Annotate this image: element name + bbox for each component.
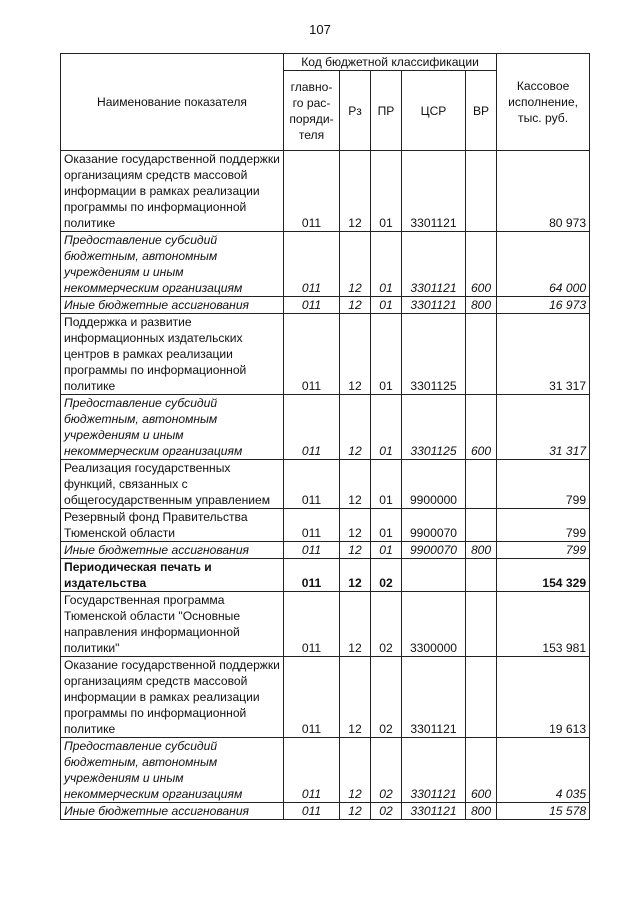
cell-vr (466, 460, 497, 509)
cell-amount: 799 (497, 542, 590, 559)
cell-amount: 15 578 (497, 803, 590, 820)
cell-rz: 12 (340, 395, 371, 460)
cell-amount: 154 329 (497, 559, 590, 592)
header-grbs: главно-го рас-поряди-теля (284, 71, 340, 151)
cell-grbs: 011 (284, 542, 340, 559)
cell-grbs: 011 (284, 559, 340, 592)
cell-pr: 01 (371, 542, 402, 559)
header-code-group: Код бюджетной классификации (284, 54, 497, 71)
cell-vr (466, 509, 497, 542)
cell-vr (466, 314, 497, 395)
cell-grbs: 011 (284, 232, 340, 297)
header-csr: ЦСР (402, 71, 466, 151)
cell-pr: 02 (371, 803, 402, 820)
page-number: 107 (309, 22, 331, 37)
cell-pr: 01 (371, 297, 402, 314)
cell-vr: 800 (466, 542, 497, 559)
cell-grbs: 011 (284, 297, 340, 314)
cell-vr: 600 (466, 232, 497, 297)
cell-vr: 800 (466, 297, 497, 314)
table-row (61, 232, 590, 297)
cell-grbs: 011 (284, 592, 340, 657)
cell-csr: 3301121 (402, 657, 466, 738)
table-row (61, 395, 590, 460)
cell-name: Реализация государственных функций, связанных с общегосударственным управлением (61, 460, 284, 509)
cell-rz: 12 (340, 460, 371, 509)
cell-amount: 153 981 (497, 592, 590, 657)
cell-csr: 9900070 (402, 509, 466, 542)
cell-pr: 01 (371, 395, 402, 460)
header-pr: ПР (371, 71, 402, 151)
cell-name: Государственная программа Тюменской области "Основные направления информационной политики" (61, 592, 284, 657)
cell-rz: 12 (340, 559, 371, 592)
cell-name: Предоставление субсидий бюджетным, автономным учреждениям и иным некоммерческим организациям (61, 738, 284, 803)
cell-amount: 31 317 (497, 314, 590, 395)
cell-grbs: 011 (284, 738, 340, 803)
cell-name: Иные бюджетные ассигнования (61, 542, 284, 559)
cell-vr (466, 151, 497, 232)
cell-rz: 12 (340, 542, 371, 559)
header-vr: ВР (466, 71, 497, 151)
cell-name: Поддержка и развитие информационных издательских центров в рамках реализации программы по информационной политике (61, 314, 284, 395)
table-row (61, 151, 590, 232)
cell-grbs: 011 (284, 314, 340, 395)
cell-grbs: 011 (284, 657, 340, 738)
cell-rz: 12 (340, 509, 371, 542)
cell-grbs: 011 (284, 395, 340, 460)
cell-name: Оказание государственной поддержки организациям средств массовой информации в рамках реализации программы по информационной политике (61, 657, 284, 738)
cell-amount: 31 317 (497, 395, 590, 460)
cell-vr: 600 (466, 395, 497, 460)
cell-vr: 600 (466, 738, 497, 803)
cell-pr: 02 (371, 592, 402, 657)
cell-csr: 3301121 (402, 232, 466, 297)
cell-amount: 64 000 (497, 232, 590, 297)
cell-name: Периодическая печать и издательства (61, 559, 284, 592)
cell-vr (466, 559, 497, 592)
cell-pr: 01 (371, 151, 402, 232)
cell-pr: 01 (371, 232, 402, 297)
cell-vr (466, 657, 497, 738)
cell-amount: 80 973 (497, 151, 590, 232)
table-row (61, 509, 590, 542)
cell-pr: 02 (371, 657, 402, 738)
table-body (61, 151, 590, 820)
cell-rz: 12 (340, 232, 371, 297)
cell-amount: 4 035 (497, 738, 590, 803)
cell-amount: 19 613 (497, 657, 590, 738)
table-row (61, 460, 590, 509)
table-row (61, 592, 590, 657)
cell-rz: 12 (340, 151, 371, 232)
cell-vr: 800 (466, 803, 497, 820)
header-name: Наименование показателя (61, 54, 284, 151)
cell-name: Иные бюджетные ассигнования (61, 297, 284, 314)
cell-csr: 3301121 (402, 151, 466, 232)
cell-pr: 01 (371, 509, 402, 542)
cell-grbs: 011 (284, 803, 340, 820)
header-amount: Кассовое исполнение, тыс. руб. (497, 54, 590, 151)
cell-pr: 02 (371, 559, 402, 592)
table-row (61, 314, 590, 395)
cell-grbs: 011 (284, 509, 340, 542)
cell-rz: 12 (340, 657, 371, 738)
cell-pr: 01 (371, 460, 402, 509)
cell-amount: 16 973 (497, 297, 590, 314)
cell-csr: 3301125 (402, 314, 466, 395)
cell-csr: 3301125 (402, 395, 466, 460)
table-row (61, 738, 590, 803)
cell-csr: 3301121 (402, 738, 466, 803)
cell-amount: 799 (497, 509, 590, 542)
cell-rz: 12 (340, 592, 371, 657)
cell-grbs: 011 (284, 151, 340, 232)
table-row (61, 542, 590, 559)
cell-csr: 9900070 (402, 542, 466, 559)
cell-pr: 02 (371, 738, 402, 803)
cell-vr (466, 592, 497, 657)
table-row (61, 559, 590, 592)
cell-rz: 12 (340, 803, 371, 820)
cell-rz: 12 (340, 738, 371, 803)
cell-csr: 3301121 (402, 803, 466, 820)
cell-rz: 12 (340, 314, 371, 395)
cell-name: Резервный фонд Правительства Тюменской области (61, 509, 284, 542)
cell-pr: 01 (371, 314, 402, 395)
cell-name: Предоставление субсидий бюджетным, автономным учреждениям и иным некоммерческим организациям (61, 395, 284, 460)
header-rz: Рз (340, 71, 371, 151)
table-row (61, 297, 590, 314)
cell-name: Предоставление субсидий бюджетным, автономным учреждениям и иным некоммерческим организациям (61, 232, 284, 297)
budget-table (60, 53, 590, 820)
cell-amount: 799 (497, 460, 590, 509)
cell-csr: 3301121 (402, 297, 466, 314)
cell-rz: 12 (340, 297, 371, 314)
table-row (61, 803, 590, 820)
cell-csr (402, 559, 466, 592)
cell-csr: 3300000 (402, 592, 466, 657)
table-row (61, 657, 590, 738)
cell-csr: 9900000 (402, 460, 466, 509)
cell-name: Оказание государственной поддержки организациям средств массовой информации в рамках реализации программы по информационной политике (61, 151, 284, 232)
cell-grbs: 011 (284, 460, 340, 509)
cell-name: Иные бюджетные ассигнования (61, 803, 284, 820)
